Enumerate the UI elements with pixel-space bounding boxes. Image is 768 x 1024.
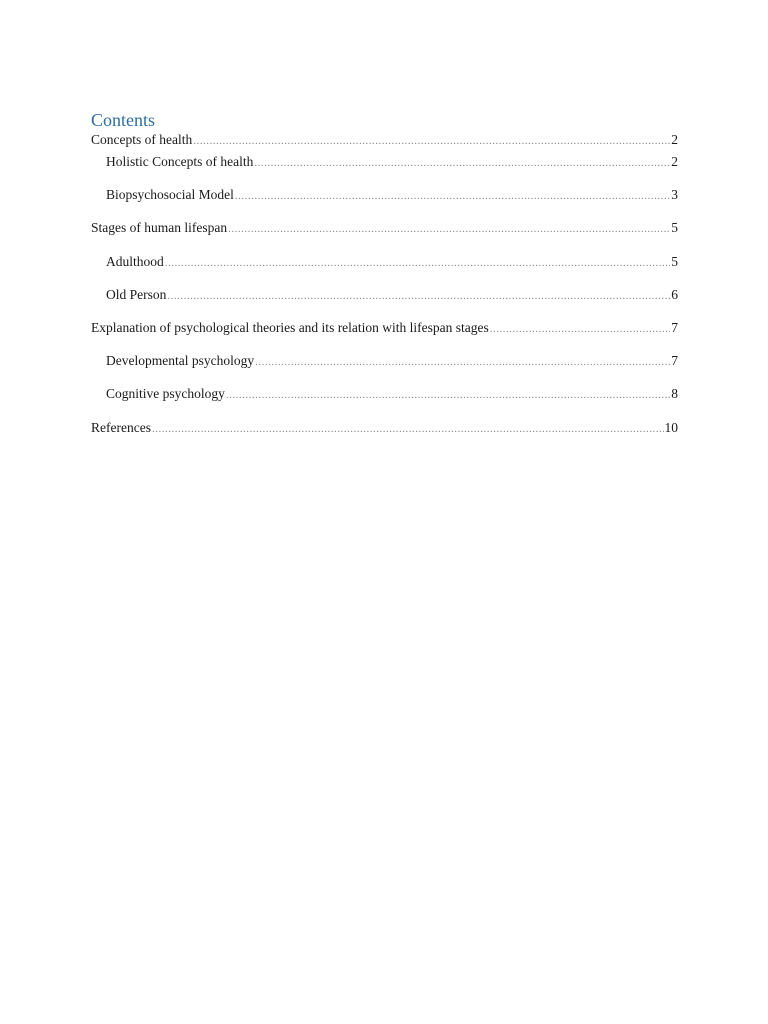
toc-dot-leader [167,288,670,304]
toc-list [91,132,678,453]
toc-entry-title[interactable]: Concepts of health [91,132,193,147]
toc-entry-stages-of-lifespan[interactable] [91,220,678,253]
toc-dot-leader [226,387,670,403]
toc-entry-title[interactable]: References [91,419,151,435]
table-of-contents [91,108,678,453]
toc-page-number[interactable]: 5 [671,253,678,269]
toc-entry-title[interactable]: Old Person [106,286,167,302]
toc-heading: Contents [91,110,156,130]
toc-dot-leader [193,133,670,149]
toc-entry-title[interactable]: Developmental psychology [106,353,255,369]
toc-entry-title[interactable]: Stages of human lifespan [91,220,228,236]
toc-entry-title[interactable]: Biopsychosocial Model [106,187,234,203]
toc-dot-leader [165,255,670,271]
toc-dot-leader [235,188,670,204]
toc-page-number[interactable]: 2 [671,132,678,147]
toc-entry-biopsychosocial-model[interactable] [91,187,678,220]
toc-page-number[interactable]: 5 [671,220,678,236]
toc-entry-developmental-psychology[interactable] [91,353,678,386]
toc-entry-title[interactable]: Holistic Concepts of health [106,154,254,169]
toc-page-number[interactable]: 3 [671,187,678,203]
toc-entry-title[interactable]: Cognitive psychology [106,386,225,402]
toc-dot-leader [490,321,670,337]
toc-entry-title[interactable]: Explanation of psychological theories and its relation with lifespan stages [91,319,489,335]
toc-page-number[interactable]: 7 [671,353,678,369]
toc-entry-title[interactable]: Adulthood [106,253,164,269]
toc-page-number[interactable]: 10 [664,419,678,435]
toc-dot-leader [255,354,670,370]
toc-entry-psychological-theories[interactable] [91,320,678,353]
toc-dot-leader [152,421,664,437]
toc-page-number[interactable]: 7 [671,319,678,335]
toc-entry-holistic-concepts[interactable] [91,154,678,187]
toc-entry-cognitive-psychology[interactable] [91,386,678,419]
toc-page-number[interactable]: 8 [671,386,678,402]
toc-page-number[interactable]: 6 [671,286,678,302]
toc-entry-old-person[interactable] [91,287,678,320]
toc-dot-leader [254,155,670,171]
toc-page-number[interactable]: 2 [671,154,678,169]
toc-entry-references[interactable] [91,420,678,453]
toc-entry-adulthood[interactable] [91,254,678,287]
toc-entry-concepts-of-health[interactable] [91,132,678,154]
toc-dot-leader [228,221,670,237]
